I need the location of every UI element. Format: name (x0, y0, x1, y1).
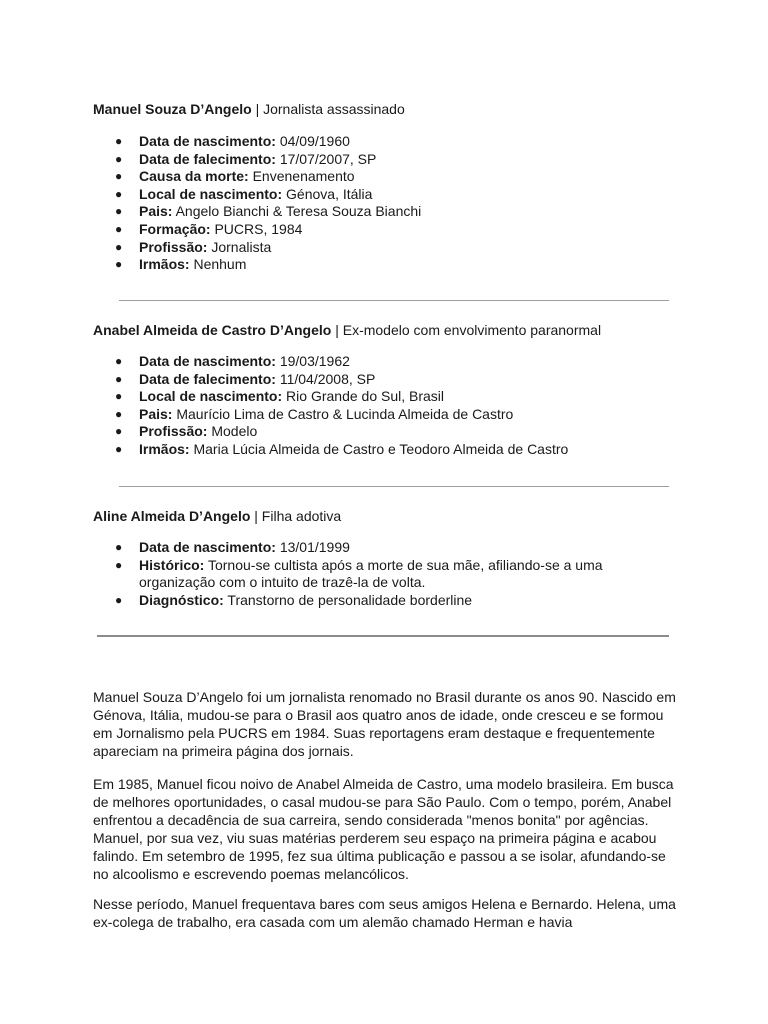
fact-value: Transtorno de personalidade borderline (223, 591, 473, 608)
fact-label: Histórico: (139, 556, 205, 573)
fact-label: Data de nascimento: (139, 133, 276, 149)
fact-item (93, 539, 653, 557)
bullet-icon: ● (115, 186, 123, 201)
fact-label: Local de nascimento: (139, 185, 283, 202)
profile-heading-manuel (93, 100, 405, 118)
fact-item (93, 441, 653, 459)
profile-facts-manuel (93, 133, 653, 274)
fact-label: Data de nascimento: (139, 539, 276, 555)
section-divider (119, 486, 669, 487)
fact-item (93, 203, 653, 221)
fact-value: 13/01/1999 (275, 539, 350, 555)
fact-item (93, 557, 653, 592)
fact-label: Causa da morte: (139, 168, 249, 185)
fact-label: Pais: (139, 405, 173, 422)
fact-value: Angelo Bianchi & Teresa Souza Bianchi (172, 203, 422, 220)
fact-item (93, 239, 653, 257)
profile-name: Aline Almeida D’Angelo (93, 508, 251, 524)
section-divider (119, 300, 669, 301)
bullet-icon: ● (115, 204, 123, 219)
fact-label: Irmãos: (139, 440, 190, 457)
fact-label: Diagnóstico: (139, 591, 224, 608)
fact-value: Tornou-se cultista após a morte de sua mãe, afiliando-se a uma organização com o intuito de trazê-la de volta. (139, 556, 603, 591)
fact-value: Envenenamento (248, 168, 355, 185)
fact-label: Irmãos: (139, 256, 190, 273)
fact-item (93, 256, 653, 274)
bullet-icon: ● (115, 424, 123, 439)
body-paragraph: Em 1985, Manuel ficou noivo de Anabel Almeida de Castro, uma modelo brasileira. Em busca de melhores oportunidades, o casal mudou-se para São Paulo. Com o tempo, porém, Anabel enfrentou a decadência de sua carreira, sendo considerada "menos bonita" por agências. Manuel, por sua vez, viu suas matérias perderem seu espaço na primeira página e acabou falindo. Em setembro de 1995, fez sua última publicação e passou a se isolar, afundando-se no alcoolismo e escrevendo poemas melancólicos. (93, 776, 674, 882)
fact-label: Local de nascimento: (139, 388, 283, 405)
fact-label: Pais: (139, 203, 173, 220)
section-divider (97, 635, 669, 637)
fact-value: Maurício Lima de Castro & Lucinda Almeida de Castro (172, 405, 514, 422)
fact-label: Data de nascimento: (139, 353, 276, 369)
fact-item (93, 133, 653, 151)
profile-role: | Jornalista assassinado (251, 101, 405, 117)
fact-value: Modelo (207, 423, 258, 440)
fact-value: 11/04/2008, SP (275, 370, 376, 387)
bullet-icon: ● (115, 239, 123, 254)
fact-value: Rio Grande do Sul, Brasil (282, 388, 445, 405)
fact-value: Nenhum (189, 256, 247, 273)
bullet-icon: ● (115, 389, 123, 404)
fact-item (93, 151, 653, 169)
bullet-icon: ● (115, 441, 123, 456)
profile-facts-aline (93, 539, 653, 609)
fact-item (93, 168, 653, 186)
profile-role: | Ex-modelo com envolvimento paranormal (331, 322, 602, 338)
bullet-icon: ● (115, 221, 123, 236)
fact-value: Jornalista (207, 238, 272, 255)
bullet-icon: ● (115, 151, 123, 166)
fact-item (93, 592, 653, 610)
fact-item (93, 371, 653, 389)
profile-name: Manuel Souza D’Angelo (93, 101, 252, 117)
fact-label: Profissão: (139, 238, 208, 255)
bullet-icon: ● (115, 592, 123, 607)
fact-value: 17/07/2007, SP (275, 150, 377, 167)
bullet-icon: ● (115, 257, 123, 272)
bullet-icon: ● (115, 371, 123, 386)
bullet-icon: ● (115, 354, 123, 368)
bullet-icon: ● (115, 134, 123, 148)
fact-value: Génova, Itália (282, 185, 373, 202)
fact-item (93, 423, 653, 441)
fact-label: Data de falecimento: (139, 370, 276, 387)
fact-item (93, 221, 653, 239)
profile-facts-anabel (93, 353, 653, 459)
fact-value: 19/03/1962 (275, 353, 350, 369)
profile-role: | Filha adotiva (250, 508, 342, 524)
fact-item (93, 406, 653, 424)
fact-item (93, 388, 653, 406)
fact-label: Formação: (139, 220, 211, 237)
bullet-icon: ● (115, 557, 123, 572)
bullet-icon: ● (115, 540, 123, 554)
profile-name: Anabel Almeida de Castro D’Angelo (93, 322, 332, 338)
body-paragraph: Manuel Souza D’Angelo foi um jornalista renomado no Brasil durante os anos 90. Nascido em Génova, Itália, mudou-se para o Brasil aos quatro anos de idade, onde cresceu e se formou em Jornalismo pela PUCRS em 1984. Suas reportagens eram destaque e frequentemente apareciam na primeira página dos jornais. (93, 689, 676, 759)
fact-label: Data de falecimento: (139, 150, 276, 167)
fact-item (93, 353, 653, 371)
profile-heading-anabel (93, 321, 601, 339)
fact-value: Maria Lúcia Almeida de Castro e Teodoro Almeida de Castro (189, 440, 569, 457)
bullet-icon: ● (115, 406, 123, 421)
fact-label: Profissão: (139, 423, 208, 440)
fact-item (93, 186, 653, 204)
body-paragraph: Nesse período, Manuel frequentava bares com seus amigos Helena e Bernardo. Helena, uma ex-colega de trabalho, era casada com um alemão chamado Herman e havia (93, 896, 676, 930)
fact-value: PUCRS, 1984 (210, 220, 303, 237)
profile-heading-aline (93, 507, 341, 525)
fact-value: 04/09/1960 (275, 133, 350, 149)
bullet-icon: ● (115, 169, 123, 184)
